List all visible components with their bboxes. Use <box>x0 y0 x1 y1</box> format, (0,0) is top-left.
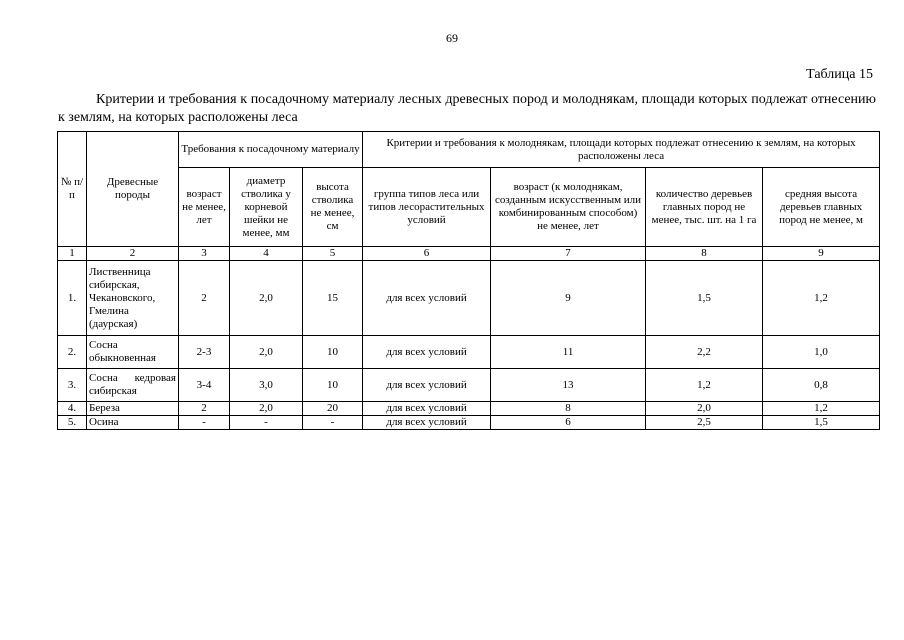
column-number: 8 <box>646 247 763 261</box>
column-number: 9 <box>763 247 880 261</box>
stem-height: 10 <box>303 336 363 369</box>
row-number: 5. <box>58 416 87 430</box>
header-species: Древесные породы <box>87 132 179 247</box>
column-number: 1 <box>58 247 87 261</box>
page-number: 69 <box>446 31 458 45</box>
species-name: Лиственница сибирская, Чекановского, Гмелина (даурская) <box>87 261 179 336</box>
young-stand-age: 6 <box>491 416 646 430</box>
header-row-sub <box>58 168 880 247</box>
planting-age: 2 <box>179 402 230 416</box>
young-stand-age: 9 <box>491 261 646 336</box>
species-name: Сосна обыкновенная <box>87 336 179 369</box>
average-height: 0,8 <box>763 369 880 402</box>
average-height: 1,0 <box>763 336 880 369</box>
table-row <box>58 261 880 336</box>
forest-type-group: для всех условий <box>363 369 491 402</box>
header-age: возраст не менее, лет <box>179 168 230 247</box>
header-num: № п/п <box>58 132 87 247</box>
tree-count: 2,5 <box>646 416 763 430</box>
header-row-top <box>58 132 880 168</box>
row-number: 4. <box>58 402 87 416</box>
planting-age: 2 <box>179 261 230 336</box>
young-stand-age: 8 <box>491 402 646 416</box>
row-number: 2. <box>58 336 87 369</box>
table-row <box>58 336 880 369</box>
column-number: 2 <box>87 247 179 261</box>
planting-age: 2-3 <box>179 336 230 369</box>
stem-height: - <box>303 416 363 430</box>
column-number-row <box>58 247 880 261</box>
stem-height: 10 <box>303 369 363 402</box>
column-number: 7 <box>491 247 646 261</box>
tree-count: 2,0 <box>646 402 763 416</box>
row-number: 3. <box>58 369 87 402</box>
stem-diameter: - <box>230 416 303 430</box>
tree-count: 1,2 <box>646 369 763 402</box>
criteria-table <box>57 131 880 430</box>
stem-height: 20 <box>303 402 363 416</box>
young-stand-age: 11 <box>491 336 646 369</box>
table-row <box>58 369 880 402</box>
stem-diameter: 2,0 <box>230 402 303 416</box>
tree-count: 1,5 <box>646 261 763 336</box>
stem-diameter: 2,0 <box>230 261 303 336</box>
header-forest-type: группа типов леса или типов лесорастительных условий <box>363 168 491 247</box>
document-title: Критерии и требования к посадочному материалу лесных древесных пород и молоднякам, площади которых подлежат отнесению к землям, на которых расположены леса <box>58 92 876 125</box>
column-number: 5 <box>303 247 363 261</box>
planting-age: 3-4 <box>179 369 230 402</box>
stem-height: 15 <box>303 261 363 336</box>
average-height: 1,2 <box>763 402 880 416</box>
column-number: 6 <box>363 247 491 261</box>
young-stand-age: 13 <box>491 369 646 402</box>
forest-type-group: для всех условий <box>363 402 491 416</box>
header-group-young-stands: Критерии и требования к молоднякам, площади которых подлежат отнесению к землям, на которых расположены леса <box>363 132 880 168</box>
header-young-age: возраст (к молоднякам, созданным искусственным или комбинированным способом) не менее, лет <box>491 168 646 247</box>
stem-diameter: 2,0 <box>230 336 303 369</box>
tree-count: 2,2 <box>646 336 763 369</box>
forest-type-group: для всех условий <box>363 336 491 369</box>
forest-type-group: для всех условий <box>363 416 491 430</box>
forest-type-group: для всех условий <box>363 261 491 336</box>
header-average-height: средняя высота деревьев главных пород не менее, м <box>763 168 880 247</box>
planting-age: - <box>179 416 230 430</box>
header-diameter: диаметр стволика у корневой шейки не менее, мм <box>230 168 303 247</box>
table-row <box>58 402 880 416</box>
stem-diameter: 3,0 <box>230 369 303 402</box>
row-number: 1. <box>58 261 87 336</box>
species-name: Осина <box>87 416 179 430</box>
table-caption: Таблица 15 <box>806 67 873 82</box>
column-number: 4 <box>230 247 303 261</box>
header-height: высота стволика не менее, см <box>303 168 363 247</box>
average-height: 1,2 <box>763 261 880 336</box>
header-group-planting-material: Требования к посадочному материалу <box>179 132 363 168</box>
species-name: Береза <box>87 402 179 416</box>
species-name: Сосна кедровая сибирская <box>87 369 179 402</box>
column-number: 3 <box>179 247 230 261</box>
table-row <box>58 416 880 430</box>
average-height: 1,5 <box>763 416 880 430</box>
header-tree-count: количество деревьев главных пород не менее, тыс. шт. на 1 га <box>646 168 763 247</box>
